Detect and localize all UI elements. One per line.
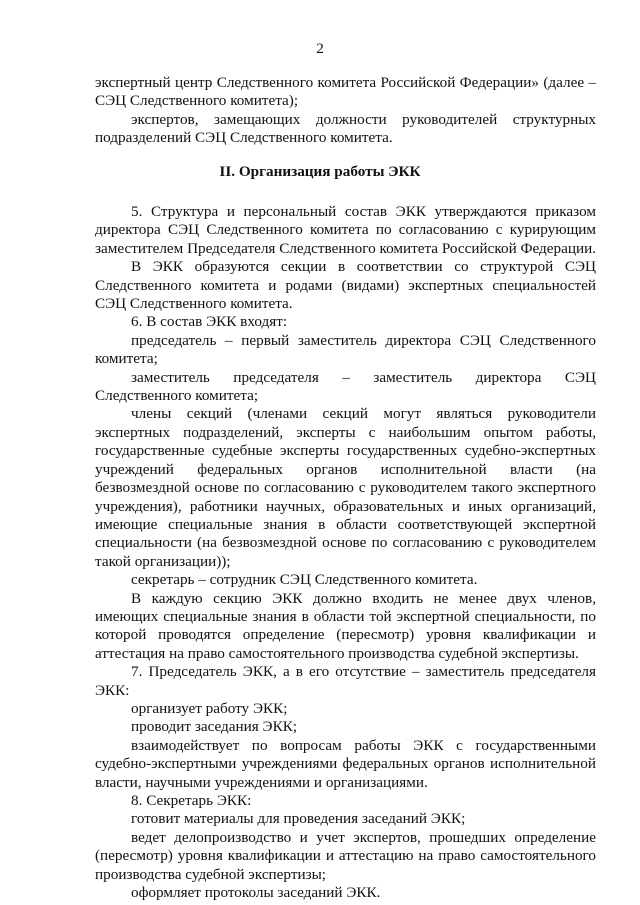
paragraph-7: 7. Председатель ЭКК, а в его отсутствие – заместитель председателя ЭКК:: [95, 663, 596, 699]
paragraph: В ЭКК образуются секции в соответствии со структурой СЭЦ Следственного комитета и родами (видами) экспертных специальностей СЭЦ Следственного комитета.: [95, 258, 596, 313]
paragraph: В каждую секцию ЭКК должно входить не менее двух членов, имеющих специальные знания в области той экспертной специальности, по которой проводятся определение (пересмотр) уровня квалификации и аттестация на право самостоятельного производства судебной экспертизы.: [95, 589, 596, 662]
list-item: организует работу ЭКК;: [131, 699, 288, 717]
list-item: заместитель председателя – заместитель директора СЭЦ Следственного комитета;: [95, 368, 596, 405]
paragraph-8: 8. Секретарь ЭКК:: [131, 792, 252, 809]
paragraph-6: 6. В состав ЭКК входят:: [131, 313, 288, 331]
list-item: оформляет протоколы заседаний ЭКК.: [131, 884, 381, 902]
list-item: ведет делопроизводство и учет экспертов, прошедших определение (пересмотр) уровня квалификации и аттестацию на право самостоятельного производства судебной экспертизы;: [95, 828, 596, 883]
list-item: взаимодействует по вопросам работы ЭКК с государственными судебно-экспертными учреждениями федеральных органов исполнительной власти, научными учреждениями и организациями.: [95, 736, 596, 791]
list-item: председатель – первый заместитель директора СЭЦ Следственного комитета;: [95, 331, 596, 368]
page-number: 2: [316, 40, 324, 57]
paragraph-5: 5. Структура и персональный состав ЭКК утверждаются приказом директора СЭЦ Следственного комитета по согласованию с курирующим заместителем Председателя Следственного комитета Российской Федерации.: [95, 203, 597, 257]
section-body: [95, 203, 596, 902]
list-item: проводит заседания ЭКК;: [131, 718, 298, 736]
list-item: секретарь – сотрудник СЭЦ Следственного комитета.: [131, 571, 478, 589]
paragraph: экспертов, замещающих должности руководителей структурных подразделений СЭЦ Следственного комитета.: [95, 110, 596, 147]
paragraph: экспертный центр Следственного комитета Российской Федерации» (далее – СЭЦ Следственного комитета);: [95, 74, 596, 110]
list-item: готовит материалы для проведения заседаний ЭКК;: [131, 810, 466, 828]
list-item: члены секций (членами секций могут являться руководители экспертных подразделений, эксперты с наибольшим опытом работы, государственные судебные эксперты государственных судебно-экспертных учреждений федеральных органов исполнительной власти (на безвозмездной основе по согласованию с руководителем такого экспертного учреждения), работники научных, образовательных и иных организаций, имеющие специальные знания в области соответствующей экспертной специальности (на безвозмездной основе по согласованию с руководителем такой организации));: [95, 405, 596, 570]
section-heading: II. Организация работы ЭКК: [219, 163, 421, 180]
intro-block: [95, 74, 596, 148]
